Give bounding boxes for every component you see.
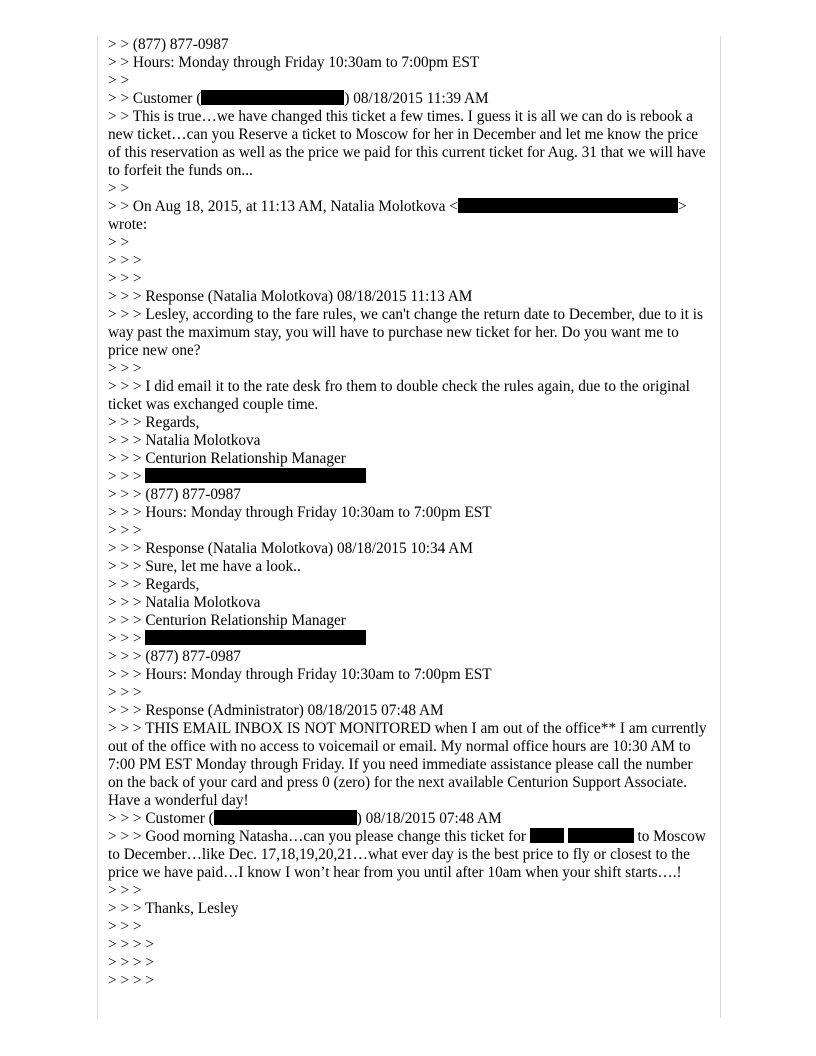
email-line: > > Hours: Monday through Friday 10:30am to 7:00pm EST <box>108 54 480 71</box>
email-line <box>108 810 708 828</box>
redaction-block <box>145 630 366 645</box>
email-line: > > > Natalia Molotkova <box>108 594 261 611</box>
email-line: > > > Hours: Monday through Friday 10:30am to 7:00pm EST <box>108 666 492 683</box>
email-line: > > > Natalia Molotkova <box>108 432 261 449</box>
email-line: > > This is true…we have changed this ticket a few times. I guess it is all we can do is rebook a new ticket…can you Reserve a ticket to Moscow for her in December and let me know the price of this reservation as well as the price we paid for this current ticket for Aug. 31 that we will have to forfeit the funds on... <box>108 108 710 179</box>
redaction-block <box>568 828 634 843</box>
email-line: > > > (877) 877-0987 <box>108 648 241 665</box>
email-line: > > (877) 877-0987 <box>108 36 229 53</box>
email-line: > > > (877) 877-0987 <box>108 486 241 503</box>
email-line: > > <box>108 234 130 251</box>
line-text: > > On Aug 18, 2015, at 11:13 AM, Natalia Molotkova < <box>108 198 458 215</box>
email-thread-body <box>108 36 711 990</box>
email-line: > > > > <box>108 954 154 971</box>
email-line: > > <box>108 72 130 89</box>
email-line: > > > <box>108 882 142 899</box>
email-line: > > > Sure, let me have a look.. <box>108 558 301 575</box>
email-line: > > > <box>108 684 142 701</box>
email-line: > > > <box>108 270 142 287</box>
email-line: > > > Response (Natalia Molotkova) 08/18/2015 11:13 AM <box>108 288 473 305</box>
line-text: > > > <box>108 468 146 485</box>
redaction-block <box>458 198 678 213</box>
redaction-block <box>201 90 344 105</box>
email-line: > > > <box>108 918 142 935</box>
email-line: > > > <box>108 522 142 539</box>
line-text: > > > Good morning Natasha…can you please change this ticket for <box>108 828 530 845</box>
email-line: > > > <box>108 360 142 377</box>
email-line: > > > Response (Natalia Molotkova) 08/18/2015 10:34 AM <box>108 540 473 557</box>
redaction-block <box>145 468 366 483</box>
redaction-block <box>214 810 357 825</box>
email-line: > > > > <box>108 936 154 953</box>
line-text: ) 08/18/2015 07:48 AM <box>356 810 502 827</box>
line-text: to Moscow to December…like Dec. 17,18,19,20,21…what ever day is the best price to fly or closest to the price we have paid…I know I won’t hear from you until after 10am when your shift starts….! <box>108 828 710 881</box>
email-line: > > > <box>108 252 142 269</box>
email-line: > > > Centurion Relationship Manager <box>108 450 346 467</box>
email-line <box>108 468 708 486</box>
email-line: > > > Regards, <box>108 414 200 431</box>
line-text: > > > <box>108 630 146 647</box>
email-line: > > > Hours: Monday through Friday 10:30am to 7:00pm EST <box>108 504 492 521</box>
email-line <box>108 630 708 648</box>
email-line: > > > I did email it to the rate desk fro them to double check the rules again, due to the original ticket was exchanged couple time. <box>108 378 694 413</box>
email-line: > > > Lesley, according to the fare rules, we can't change the return date to December, due to it is way past the maximum stay, you will have to purchase new ticket for her. Do you want me to price new one? <box>108 306 707 359</box>
line-text: > > > Customer ( <box>108 810 214 827</box>
email-line: > > > Response (Administrator) 08/18/2015 07:48 AM <box>108 702 444 719</box>
line-text: ) 08/18/2015 11:39 AM <box>344 90 489 107</box>
email-line: > > > Centurion Relationship Manager <box>108 612 346 629</box>
email-line <box>108 828 708 882</box>
redaction-block <box>530 828 564 843</box>
email-line: > > <box>108 180 130 197</box>
email-line <box>108 90 708 108</box>
email-line: > > > > <box>108 972 154 989</box>
line-text: > > Customer ( <box>108 90 202 107</box>
email-line <box>108 198 708 234</box>
email-line: > > > Thanks, Lesley <box>108 900 239 917</box>
line-text: > wrote: <box>108 198 691 233</box>
email-line: > > > THIS EMAIL INBOX IS NOT MONITORED when I am out of the office** I am currently out of the office with no access to voicemail or email. My normal office hours are 10:30 AM to 7:00 PM EST Monday through Friday. If you need immediate assistance please call the number on the back of your card and press 0 (zero) for the next available Centurion Support Associate. Have a wonderful day! <box>108 720 711 809</box>
email-line: > > > Regards, <box>108 576 200 593</box>
